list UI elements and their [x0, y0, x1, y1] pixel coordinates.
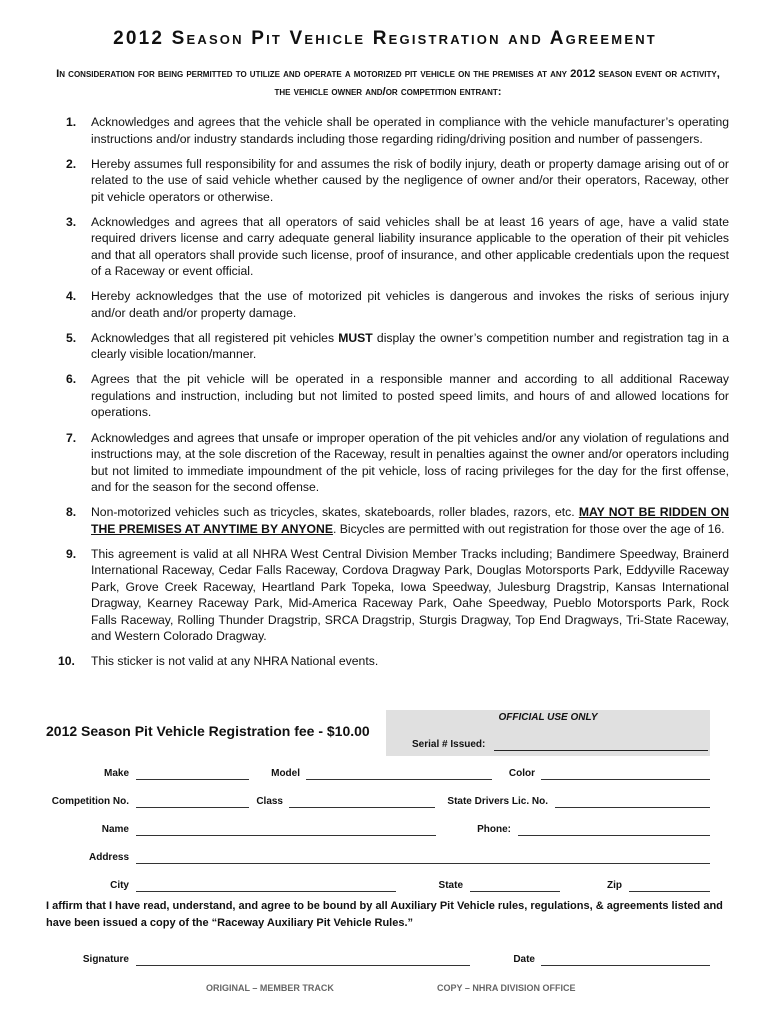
serial-issued-label: Serial # Issued:	[412, 739, 486, 750]
agreement-list	[54, 114, 729, 678]
name-label: Name	[101, 824, 129, 835]
item-number: 9.	[66, 546, 77, 561]
affirmation-statement: I affirm that I have read, understand, and agree to be bound by all Auxiliary Pit Vehicle rules, regulations, & agreements listed and have been issued a copy of the “Raceway Auxiliary Pit Vehicle Rules.”	[46, 900, 723, 929]
date-label: Date	[513, 954, 535, 965]
city-label: City	[110, 880, 129, 891]
name-field[interactable]	[136, 835, 436, 836]
item-text: Hereby assumes full responsibility for and assumes the risk of bodily injury, death or property damage arising out of or related to the use of said vehicle whether caused by the negligence of owner and/or their operators, Raceway, other pit vehicle operators or otherwise.	[91, 156, 729, 204]
address-label: Address	[88, 852, 129, 863]
make-label: Make	[103, 768, 129, 779]
agreement-item-3	[54, 214, 729, 280]
original-copy-label: ORIGINAL – MEMBER TRACK	[206, 983, 334, 993]
zip-field[interactable]	[629, 891, 710, 892]
date-field[interactable]	[541, 965, 710, 966]
agreement-item-7	[54, 430, 729, 496]
fee-heading: 2012 Season Pit Vehicle Registration fee - $10.00	[46, 723, 370, 739]
item-text-before: Acknowledges that all registered pit vehicles	[91, 330, 339, 345]
agreement-item-9	[54, 546, 729, 645]
item-number: 3.	[66, 214, 77, 229]
item-text: Acknowledges and agrees that the vehicle shall be operated in compliance with the vehicle manufacturer’s operating instructions and/or industry standards including those regarding riding/driving position and number of passengers.	[91, 115, 729, 146]
agreement-item-10	[54, 653, 729, 670]
model-field[interactable]	[306, 779, 492, 780]
item-number: 8.	[66, 505, 77, 520]
item-text: This agreement is valid at all NHRA West Central Division Member Tracks including; Bandimere Speedway, Brainerd International Raceway, Cedar Falls Raceway, Cordova Dragway Park, Douglas Motorsports Park, Eddyville Raceway Park, Grove Creek Raceway, Heartland Park Topeka, Iowa Speedway, Julesburg Dragstrip, Kansas International Dragway, Kearney Raceway Park, Mid-America Raceway Park, Oahe Speedway, Pueblo Motorsports Park, Rock Falls Raceway, Rolling Thunder Dragstrip, SRCA Dragstrip, Sturgis Dragway, Top End Dragways, Tri-State Raceway, and Western Colorado Dragway.	[91, 546, 729, 644]
item-text: Agrees that the pit vehicle will be operated in a responsible manner and according to all additional Raceway regulations and instruction, including but not limited to posted speed limits, and hours of and allowed locations for operations.	[91, 372, 729, 420]
color-label: Color	[508, 768, 535, 779]
address-field[interactable]	[136, 863, 710, 864]
class-field[interactable]	[289, 807, 435, 808]
item-text: Acknowledges and agrees that unsafe or improper operation of the pit vehicles and/or any violation of regulations and instructions may, at the sole discretion of the Raceway, result in penalties against the owner and/or operators including but not limited to immediate impoundment of the pit vehicle, loss of racing privileges for the day for the first offense, and for the season for the second offense.	[91, 430, 729, 495]
item-text-emphasis: MUST	[338, 330, 373, 345]
serial-issued-field[interactable]	[494, 750, 708, 751]
color-field[interactable]	[541, 779, 710, 780]
item-text-before: Non-motorized vehicles such as tricycles, skates, skateboards, roller blades, razors, etc.	[91, 505, 579, 520]
item-number: 6.	[66, 372, 77, 387]
agreement-item-4	[54, 288, 729, 321]
official-use-box	[386, 710, 710, 756]
class-label: Class	[256, 796, 283, 807]
signature-label: Signature	[82, 954, 129, 965]
state-label: State	[438, 880, 463, 891]
official-use-heading: OFFICIAL USE ONLY	[498, 712, 598, 723]
zip-label: Zip	[607, 880, 622, 891]
model-label: Model	[271, 768, 300, 779]
agreement-item-1	[54, 114, 729, 147]
item-number: 10.	[58, 654, 75, 669]
state-field[interactable]	[470, 891, 560, 892]
item-number: 7.	[66, 430, 77, 445]
item-number: 1.	[66, 115, 77, 129]
phone-label: Phone:	[477, 824, 511, 835]
item-text-after: . Bicycles are permitted with out registration for those over the age of 16.	[332, 521, 725, 536]
competition-number-field[interactable]	[136, 807, 249, 808]
make-field[interactable]	[136, 779, 249, 780]
item-text: Acknowledges and agrees that all operators of said vehicles shall be at least 16 years of age, have a valid state required drivers license and carry adequate general liability insurance applicable to the operation of their pit vehicles and that all operators shall provide such license, proof of insurance, and other applicable credentials upon the request of a Raceway or event official.	[91, 214, 729, 279]
item-text: Hereby acknowledges that the use of motorized pit vehicles is dangerous and invokes the risks of serious injury and/or death and/or property damage.	[91, 289, 729, 320]
signature-field[interactable]	[136, 965, 470, 966]
state-license-field[interactable]	[555, 807, 710, 808]
agreement-item-8	[54, 504, 729, 537]
state-license-label: State Drivers Lic. No.	[447, 796, 548, 807]
item-text-emphasis: MAY NOT BE RIDDEN ON THE PREMISES AT ANYTIME BY ANYONE	[91, 505, 729, 536]
item-text: This sticker is not valid at any NHRA National events.	[91, 654, 379, 669]
intro-paragraph: In consideration for being permitted to utilize and operate a motorized pit vehicle on the premises at any 2012 season event or activity, the vehicle owner and/or competition entrant:	[56, 68, 720, 98]
item-number: 5.	[66, 330, 77, 345]
city-field[interactable]	[136, 891, 396, 892]
item-number: 2.	[66, 156, 77, 171]
agreement-item-6	[54, 371, 729, 421]
agreement-item-5	[54, 330, 729, 363]
item-number: 4.	[66, 289, 77, 304]
competition-number-label: Competition No.	[51, 796, 129, 807]
document-title: 2012 Season Pit Vehicle Registration and Agreement	[113, 28, 657, 49]
agreement-item-2	[54, 156, 729, 206]
division-copy-label: COPY – NHRA DIVISION OFFICE	[437, 983, 576, 993]
item-text-after: display the owner’s competition number and registration tag in a clearly visible location/manner.	[91, 330, 729, 362]
phone-field[interactable]	[518, 835, 710, 836]
